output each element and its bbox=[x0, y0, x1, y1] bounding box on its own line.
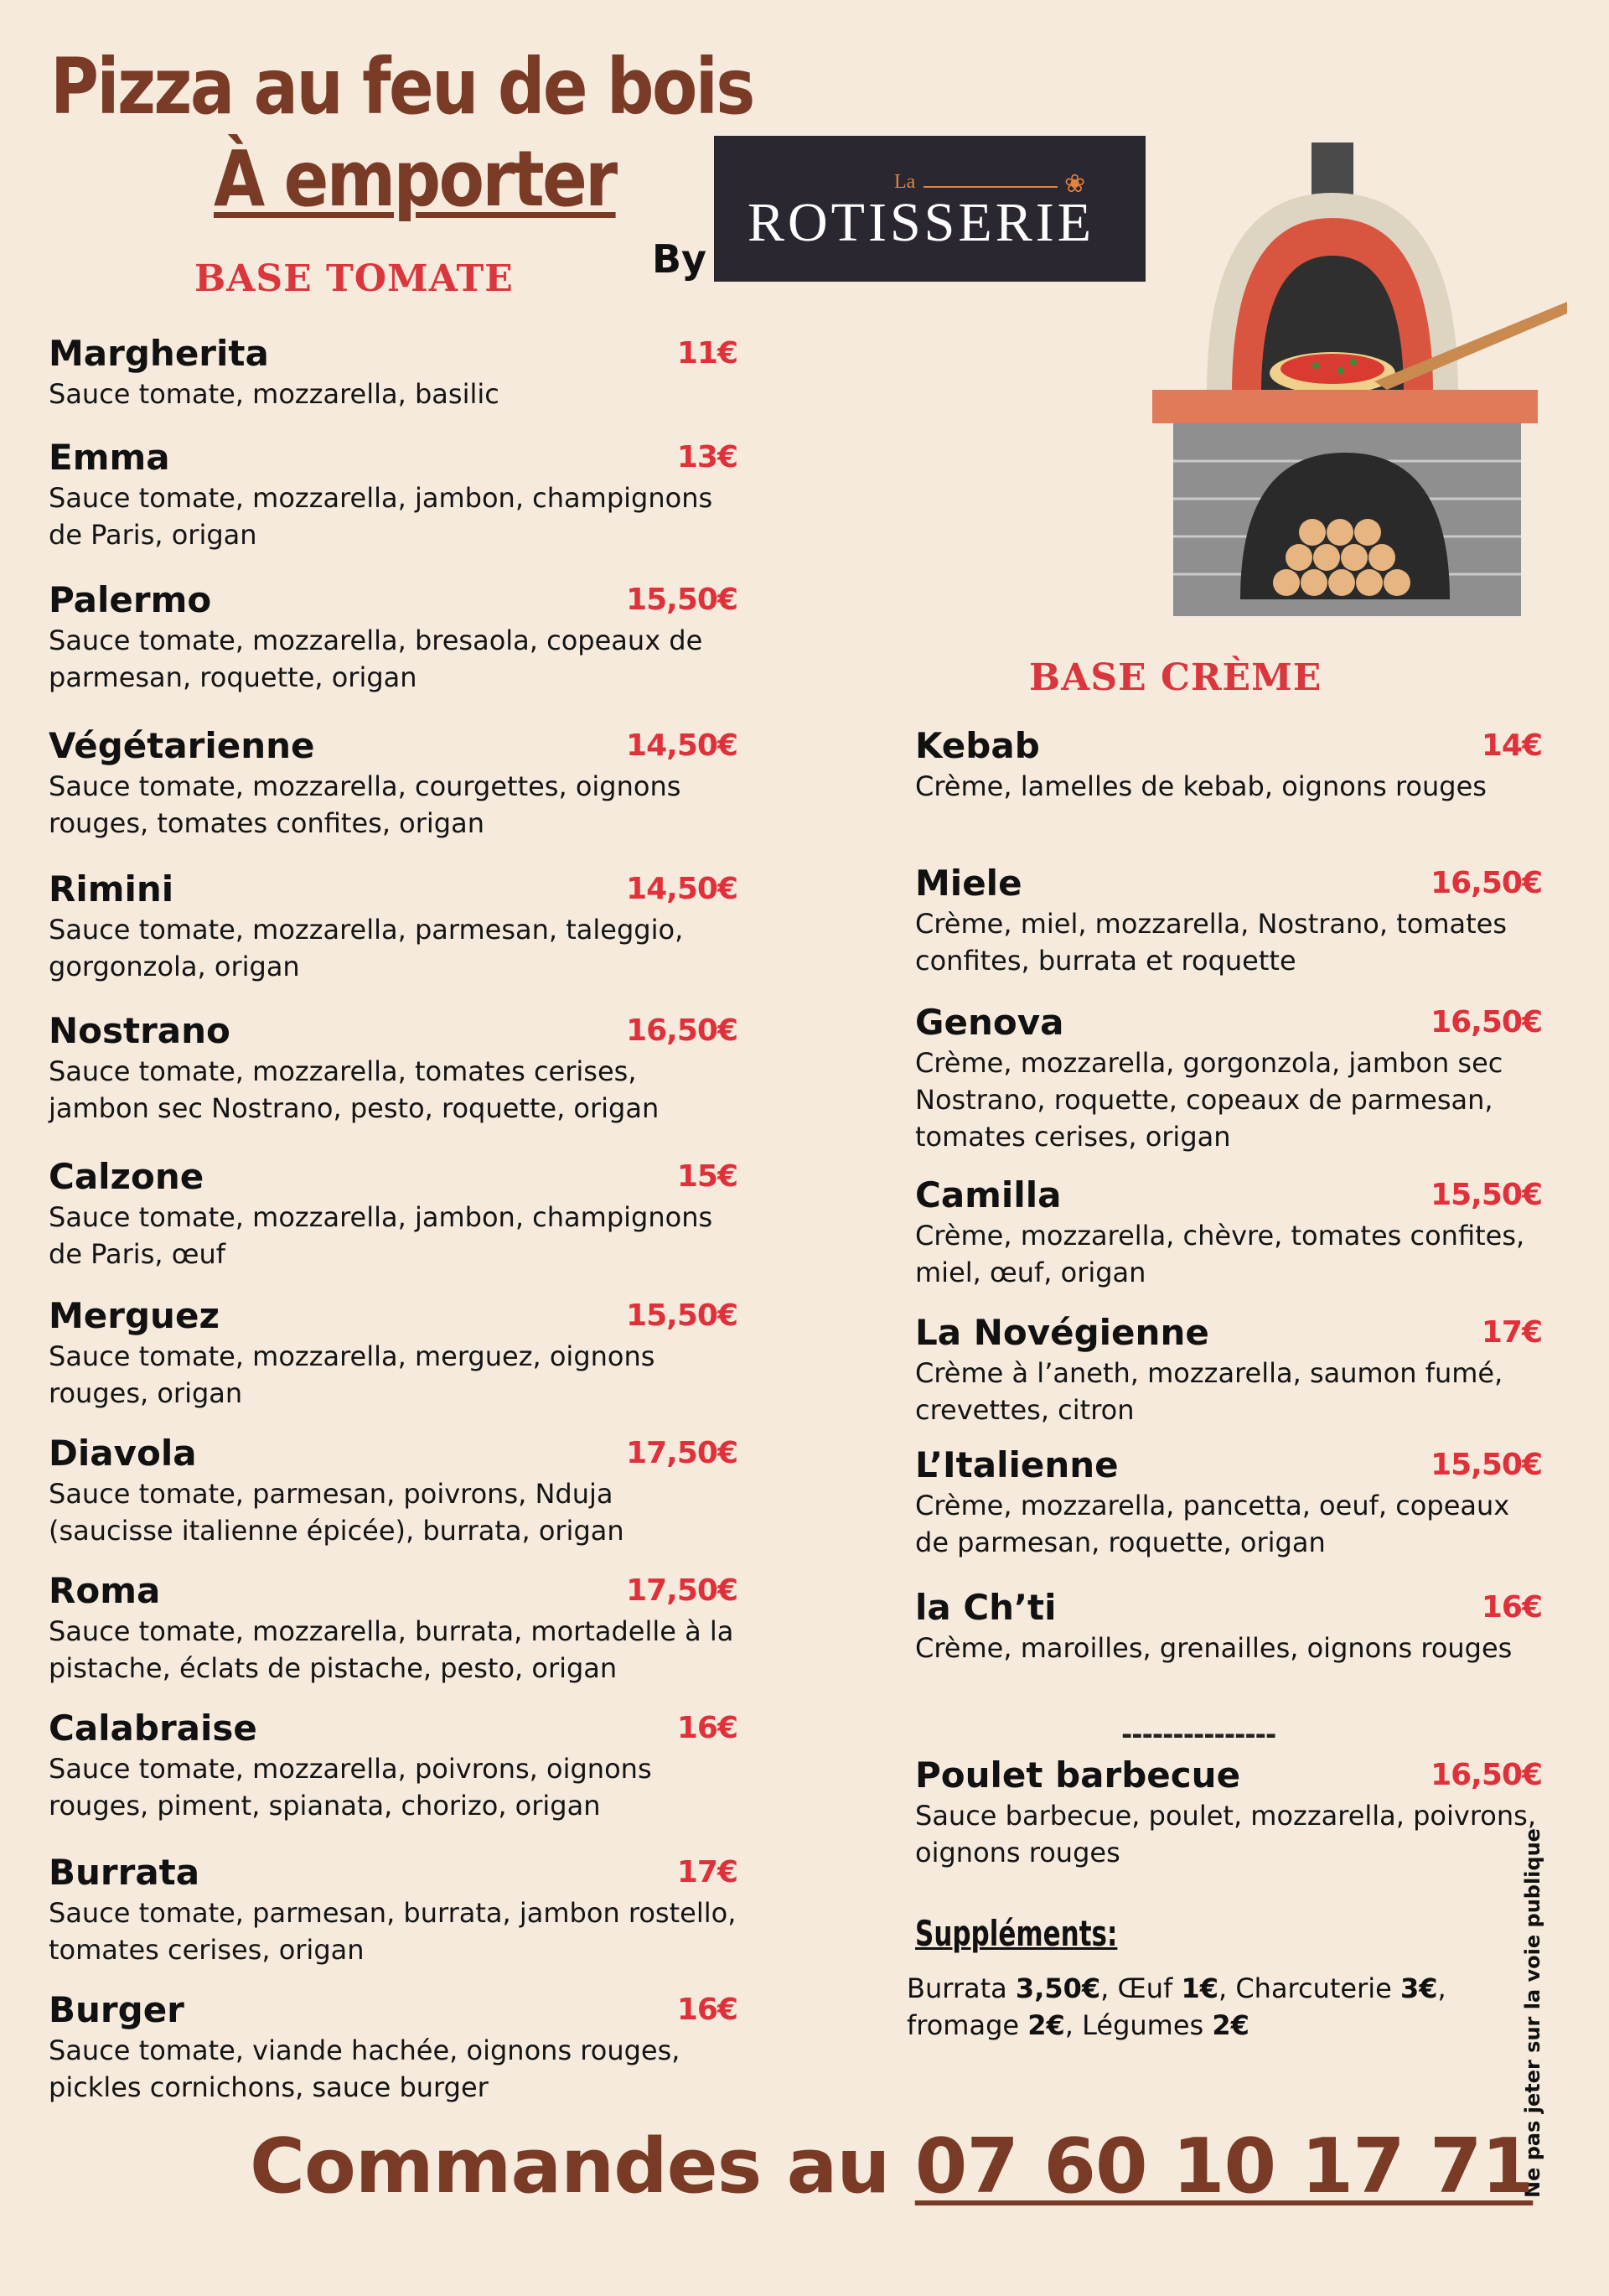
menu-item-litalienne bbox=[915, 1445, 1542, 1561]
logo-la: La bbox=[894, 171, 916, 193]
item-desc: Sauce tomate, mozzarella, merguez, oignons rouges, origan bbox=[49, 1340, 655, 1409]
item-price: 17,50€ bbox=[626, 1436, 737, 1470]
item-price: 15,50€ bbox=[626, 583, 737, 617]
item-price: 13€ bbox=[676, 440, 737, 474]
item-name: Burger bbox=[49, 1989, 184, 2030]
item-price: 17,50€ bbox=[626, 1573, 737, 1608]
item-desc: Crème, mozzarella, chèvre, tomates confites, miel, œuf, origan bbox=[915, 1220, 1525, 1288]
item-name: La Novégienne bbox=[915, 1312, 1209, 1353]
rotisserie-logo bbox=[714, 136, 1146, 282]
phone-number[interactable]: 07 60 10 17 71 bbox=[914, 2122, 1534, 2210]
item-name: Diavola bbox=[49, 1433, 197, 1474]
item-name: L’Italienne bbox=[915, 1444, 1119, 1485]
item-name: Poulet barbecue bbox=[915, 1754, 1241, 1796]
item-price: 15,50€ bbox=[1431, 1448, 1542, 1482]
item-desc: Sauce tomate, mozzarella, tomates cerises, jambon sec Nostrano, pesto, roquette, origan bbox=[49, 1055, 660, 1124]
subtitle-takeaway: À emporter bbox=[214, 134, 616, 224]
supp-legumes-label: , Légumes bbox=[1064, 2009, 1213, 2041]
menu-item-emma bbox=[49, 438, 737, 553]
item-price: 16,50€ bbox=[1431, 1758, 1542, 1792]
item-name: Roma bbox=[49, 1570, 161, 1611]
item-desc: Crème, lamelles de kebab, oignons rouges bbox=[915, 770, 1487, 802]
item-name: Burrata bbox=[49, 1852, 200, 1893]
menu-item-palermo bbox=[49, 580, 737, 696]
item-desc: Sauce tomate, mozzarella, courgettes, oignons rouges, tomates confites, origan bbox=[49, 770, 681, 839]
pizza-oven-illustration bbox=[1148, 143, 1567, 620]
item-price: 11€ bbox=[676, 336, 737, 371]
footer-prefix: Commandes au bbox=[250, 2122, 915, 2210]
menu-item-margherita bbox=[49, 334, 737, 412]
item-name: Merguez bbox=[49, 1295, 220, 1336]
item-desc: Sauce tomate, mozzarella, jambon, champignons de Paris, origan bbox=[49, 482, 713, 551]
menu-item-roma bbox=[49, 1571, 737, 1687]
item-desc: Sauce tomate, viande hachée, oignons rouges, pickles cornichons, sauce burger bbox=[49, 2034, 680, 2103]
item-name: Kebab bbox=[915, 725, 1040, 766]
item-price: 16€ bbox=[676, 1711, 737, 1745]
item-price: 15€ bbox=[676, 1159, 737, 1194]
supp-burrata-price: 3,50€ bbox=[1015, 1972, 1101, 2004]
item-desc: Crème, maroilles, grenailles, oignons rouges bbox=[915, 1632, 1513, 1664]
order-footer bbox=[250, 2122, 1533, 2210]
menu-item-nostrano bbox=[49, 1011, 737, 1127]
menu-item-poulet-barbecue bbox=[915, 1755, 1542, 1871]
item-name: Camilla bbox=[915, 1174, 1062, 1215]
item-name: Calabraise bbox=[49, 1708, 257, 1749]
item-price: 15,50€ bbox=[1431, 1178, 1542, 1212]
item-name: la Ch’ti bbox=[915, 1587, 1057, 1628]
item-desc: Sauce tomate, mozzarella, poivrons, oignons rouges, piment, spianata, chorizo, origan bbox=[49, 1753, 652, 1822]
item-name: Nostrano bbox=[49, 1010, 230, 1051]
item-price: 16,50€ bbox=[1431, 866, 1542, 900]
flame-icon: ❀ bbox=[1064, 169, 1086, 199]
supp-charcuterie-label: , Charcuterie bbox=[1218, 1972, 1401, 2004]
item-price: 14,50€ bbox=[626, 872, 737, 906]
item-desc: Sauce tomate, mozzarella, jambon, champignons de Paris, œuf bbox=[49, 1201, 713, 1270]
item-name: Genova bbox=[915, 1002, 1064, 1043]
menu-item-rimini bbox=[49, 869, 737, 985]
menu-item-vegetarienne bbox=[49, 726, 737, 842]
item-desc: Sauce tomate, parmesan, poivrons, Nduja (saucisse italienne épicée), burrata, origan bbox=[49, 1478, 624, 1547]
item-name: Palermo bbox=[49, 579, 212, 620]
item-name: Végétarienne bbox=[49, 725, 315, 766]
supplements-title: Suppléments: bbox=[915, 1913, 1118, 1954]
menu-item-diavola bbox=[49, 1433, 737, 1549]
logo-name: ROTISSERIE bbox=[748, 192, 1095, 253]
supp-legumes-price: 2€ bbox=[1212, 2009, 1249, 2041]
item-price: 16,50€ bbox=[626, 1013, 737, 1048]
item-name: Miele bbox=[915, 863, 1022, 904]
supp-burrata-label: Burrata bbox=[907, 1972, 1016, 2004]
item-price: 17€ bbox=[1481, 1315, 1542, 1350]
supp-fromage-price: 2€ bbox=[1027, 2009, 1065, 2041]
main-title: Pizza au feu de bois bbox=[50, 42, 753, 132]
section-title-creme: BASE CRÈME bbox=[1029, 656, 1322, 699]
logo-line bbox=[923, 186, 1058, 188]
menu-item-burrata bbox=[49, 1853, 737, 1968]
item-desc: Crème, mozzarella, pancetta, oeuf, copeaux de parmesan, roquette, origan bbox=[915, 1490, 1510, 1558]
item-name: Margherita bbox=[49, 333, 269, 374]
item-desc: Sauce tomate, mozzarella, basilic bbox=[49, 378, 499, 410]
item-price: 16€ bbox=[1481, 1590, 1542, 1625]
item-desc: Crème, miel, mozzarella, Nostrano, tomates confites, burrata et roquette bbox=[915, 908, 1508, 977]
separator: --------------- bbox=[1121, 1718, 1276, 1750]
item-name: Calzone bbox=[49, 1156, 204, 1197]
item-desc: Sauce tomate, mozzarella, burrata, mortadelle à la pistache, éclats de pistache, pesto, origan bbox=[49, 1615, 734, 1684]
menu-item-calabraise bbox=[49, 1708, 737, 1824]
menu-item-genova bbox=[915, 1003, 1542, 1155]
item-price: 16,50€ bbox=[1431, 1005, 1542, 1039]
item-name: Rimini bbox=[49, 868, 174, 910]
item-desc: Sauce tomate, mozzarella, parmesan, taleggio, gorgonzola, origan bbox=[49, 914, 684, 982]
menu-item-la-novegienne bbox=[915, 1313, 1542, 1428]
item-price: 14,50€ bbox=[626, 728, 737, 763]
by-label: By bbox=[652, 236, 707, 282]
menu-item-burger bbox=[49, 1990, 737, 2106]
supp-charcuterie-price: 3€ bbox=[1400, 1972, 1438, 2004]
menu-item-kebab bbox=[915, 726, 1542, 805]
item-price: 17€ bbox=[676, 1855, 737, 1889]
menu-item-merguez bbox=[49, 1296, 737, 1412]
menu-item-la-chti bbox=[915, 1588, 1542, 1666]
supp-oeuf-label: , Œuf bbox=[1100, 1972, 1182, 2004]
item-desc: Sauce barbecue, poulet, mozzarella, poivrons, oignons rouges bbox=[915, 1800, 1536, 1868]
item-desc: Crème à l’aneth, mozzarella, saumon fumé, crevettes, citron bbox=[915, 1357, 1503, 1426]
item-price: 14€ bbox=[1481, 728, 1542, 763]
item-desc: Sauce tomate, mozzarella, bresaola, copeaux de parmesan, roquette, origan bbox=[49, 625, 703, 693]
item-desc: Crème, mozzarella, gorgonzola, jambon sec Nostrano, roquette, copeaux de parmesan, tomates cerises, origan bbox=[915, 1047, 1503, 1153]
supp-oeuf-price: 1€ bbox=[1181, 1972, 1218, 2004]
item-price: 16€ bbox=[676, 1993, 737, 2027]
item-desc: Sauce tomate, parmesan, burrata, jambon rostello, tomates cerises, origan bbox=[49, 1897, 737, 1966]
supp-fromage-label: , fromage bbox=[907, 1972, 1446, 2041]
section-title-tomate: BASE TOMATE bbox=[194, 257, 514, 300]
item-price: 15,50€ bbox=[626, 1298, 737, 1333]
supplements-list bbox=[907, 1970, 1510, 2044]
disposal-notice: Ne pas jeter sur la voie publique bbox=[1521, 1828, 1544, 2198]
menu-item-miele bbox=[915, 863, 1542, 979]
menu-item-camilla bbox=[915, 1175, 1542, 1291]
menu-item-calzone bbox=[49, 1157, 737, 1272]
item-name: Emma bbox=[49, 437, 170, 478]
